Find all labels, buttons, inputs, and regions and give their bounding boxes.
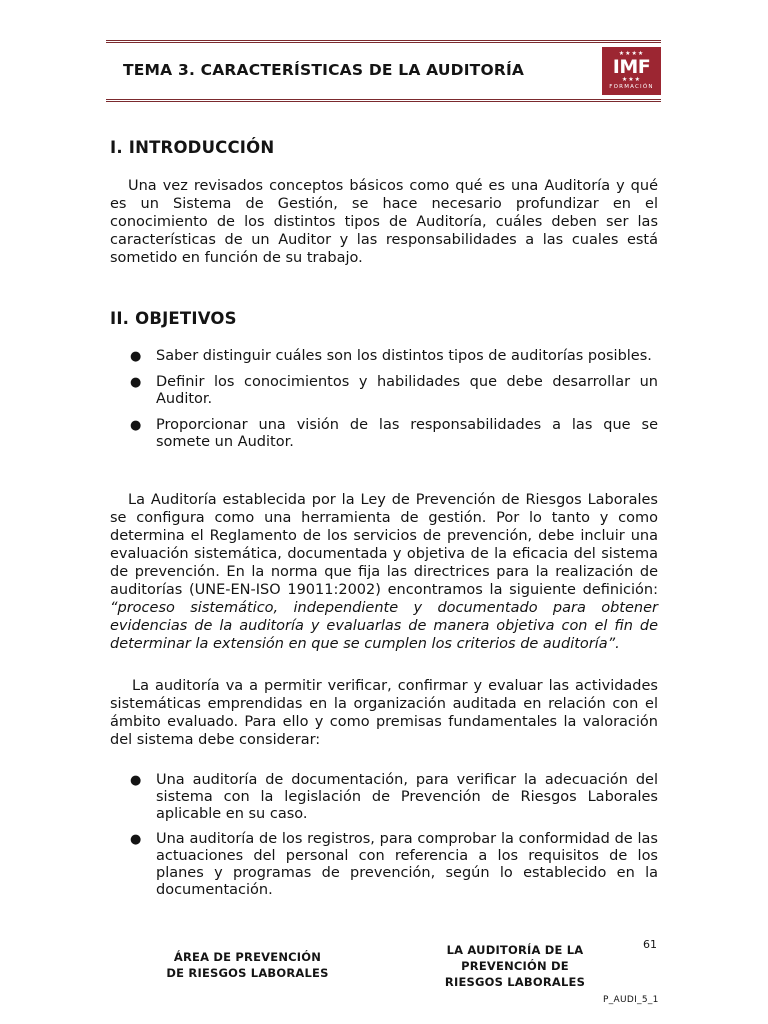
introduction-paragraph: Una vez revisados conceptos básicos como qué es una Auditoría y qué es un Sistema de Gestión, se hace necesario profundizar en el conocimiento de los distintos tipos de Auditoría, cuáles deben ser las características de un Auditor y las responsabilidades a las cuales está sometido en función de su trabajo. — [110, 178, 658, 266]
footer-area — [150, 949, 345, 981]
list-item — [110, 417, 658, 451]
section-heading-introduction: I. INTRODUCCIÓN — [110, 138, 275, 157]
list-item-text: Una auditoría de documentación, para verificar la adecuación del sistema con la legislación de Prevención de Riesgos Laborales aplicable en su caso. — [156, 772, 658, 822]
bullet-icon: ● — [130, 418, 142, 433]
logo-subtitle: FORMACIÓN — [609, 84, 654, 90]
body-paragraph-1 — [110, 491, 658, 653]
footer-area-line-2: DE RIESGOS LABORALES — [166, 966, 329, 980]
list-item-text: Definir los conocimientos y habilidades que debe desarrollar un Auditor. — [156, 374, 658, 407]
list-item-text: Proporcionar una visión de las responsabilidades a las que se somete un Auditor. — [156, 417, 658, 450]
footer-course-line-1: LA AUDITORÍA DE LA — [446, 943, 584, 957]
header-rule-top-inner — [106, 42, 661, 43]
document-code: P_AUDI_5_1 — [603, 995, 659, 1005]
list-item — [110, 348, 658, 365]
bullet-icon: ● — [130, 375, 142, 390]
page-number: 61 — [643, 938, 657, 951]
document-title: TEMA 3. CARACTERÍSTICAS DE LA AUDITORÍA — [123, 61, 525, 79]
logo-text: IMF — [612, 56, 651, 78]
list-item — [110, 772, 658, 823]
footer-area-line-1: ÁREA DE PREVENCIÓN — [173, 950, 322, 964]
imf-logo — [602, 47, 661, 95]
footer-course-line-2: PREVENCIÓN DE — [461, 959, 569, 973]
definition-quote: “proceso sistemático, independiente y documentado para obtener evidencias de la auditoría y evaluarlas de manera objetiva con el fin de determinar la extensión en que se cumplen los criterios de auditoría”. — [110, 600, 658, 652]
list-item-text: Saber distinguir cuáles son los distintos tipos de auditorías posibles. — [156, 348, 652, 364]
logo-stars-bottom: ★★★ — [621, 76, 642, 83]
header-rule-bottom — [106, 99, 661, 100]
header-rule-bottom-inner — [106, 101, 661, 102]
footer-course-line-3: RIESGOS LABORALES — [444, 975, 586, 989]
list-item-text: Una auditoría de los registros, para comprobar la conformidad de las actuaciones del personal con referencia a los requisitos de los planes y programas de prevención, según lo establecido en la documentación. — [156, 831, 658, 898]
body-paragraph-2: La auditoría va a permitir verificar, confirmar y evaluar las actividades sistemáticas emprendidas en la organización auditada en relación con el ámbito evaluado. Para ello y como premisas fundamentales la valoración del sistema debe considerar: — [110, 678, 658, 748]
objectives-list — [110, 348, 658, 451]
footer-course — [420, 942, 610, 990]
list-item — [110, 374, 658, 408]
audit-types-list — [110, 772, 658, 899]
list-item — [110, 831, 658, 899]
logo-stars-top: ★★★★ — [618, 50, 645, 57]
bullet-icon: ● — [130, 832, 142, 847]
header-rule-top — [106, 40, 661, 41]
body-paragraph-1-text: La Auditoría establecida por la Ley de Prevención de Riesgos Laborales se configura como una herramienta de gestión. Por lo tanto y como determina el Reglamento de los servicios de prevención, debe incluir una evaluación sistemática, documentada y objetiva de la eficacia del sistema de prevención. En la norma que fija las directrices para la realización de auditorías (UNE-EN-ISO 19011:2002) encontramos la siguiente definición: — [110, 492, 658, 598]
bullet-icon: ● — [130, 773, 142, 788]
section-heading-objectives: II. OBJETIVOS — [110, 309, 237, 328]
bullet-icon: ● — [130, 349, 142, 364]
